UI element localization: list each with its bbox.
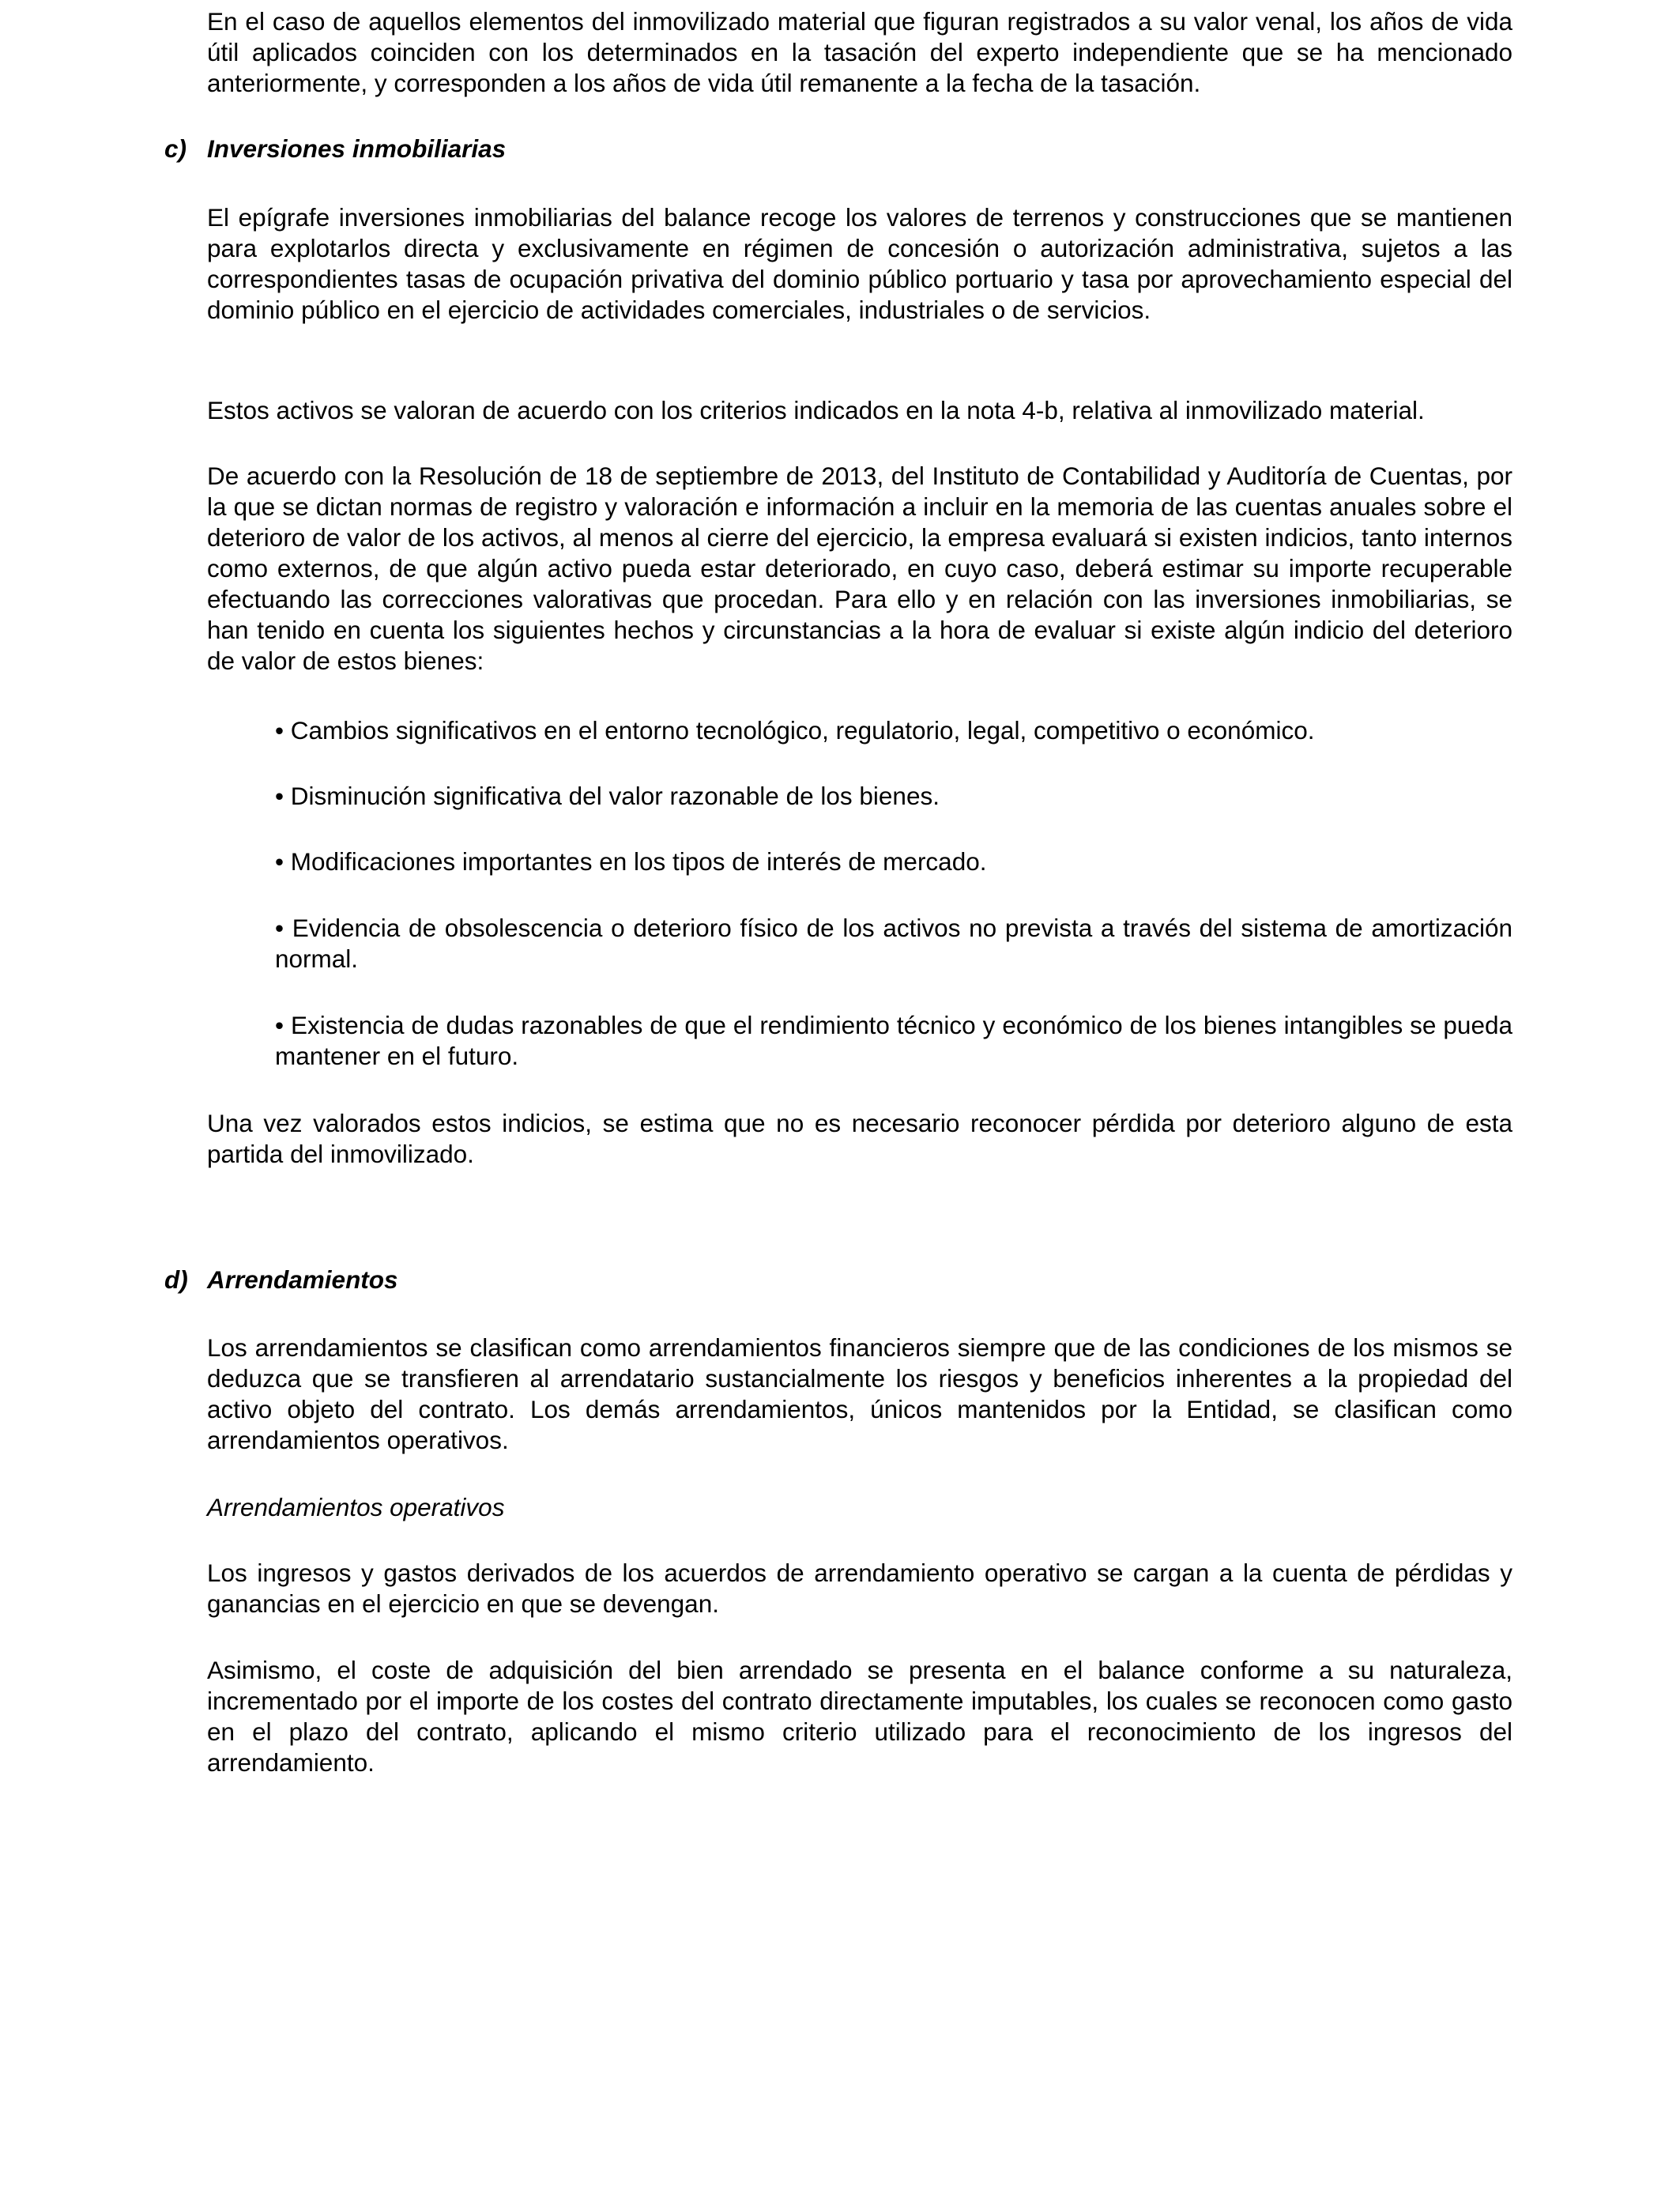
section-d-paragraph-1: Los arrendamientos se clasifican como arrendamientos financieros siempre que de las condiciones de los mismos se deduzca que se transfieren al arrendatario sustancialmente los riesgos y beneficios inherentes a la propiedad del activo objeto del contrato. Los demás arrendamientos, únicos mantenidos por la Entidad, se clasifican como arrendamientos operativos. (207, 1333, 1512, 1454)
section-c-title: Inversiones inmobiliarias (207, 134, 507, 163)
section-d-subheading: Arrendamientos operativos (207, 1493, 505, 1521)
section-d-paragraph-2: Los ingresos y gastos derivados de los acuerdos de arrendamiento operativo se cargan a la cuenta de pérdidas y ganancias en el ejercicio en que se devengan. (207, 1559, 1512, 1618)
bullet-item-5: • Existencia de dudas razonables de que el rendimiento técnico y económico de los bienes intangibles se pueda mantener en el futuro. (275, 1011, 1512, 1070)
section-d-paragraph-3: Asimismo, el coste de adquisición del bien arrendado se presenta en el balance conforme a su naturaleza, incrementado por el importe de los costes del contrato directamente imputables, los cuales se reconocen como gasto en el plazo del contrato, aplicando el mismo criterio utilizado para el reconocimiento de los ingresos del arrendamiento. (207, 1656, 1512, 1777)
section-d-letter: d) (164, 1265, 188, 1294)
section-c-paragraph-1: El epígrafe inversiones inmobiliarias del balance recoge los valores de terrenos y construcciones que se mantienen para explotarlos directa y exclusivamente en régimen de concesión o autorización administrativa, sujetos a las correspondientes tasas de ocupación privativa del dominio público portuario y tasa por aprovechamiento especial del dominio público en el ejercicio de actividades comerciales, industriales o de servicios. (207, 203, 1512, 324)
section-c-paragraph-2: Estos activos se valoran de acuerdo con los criterios indicados en la nota 4-b, relativa al inmovilizado material. (207, 396, 1425, 424)
bullet-item-3: • Modificaciones importantes en los tipos de interés de mercado. (275, 847, 987, 876)
section-c-letter: c) (164, 134, 187, 163)
bullet-item-4: • Evidencia de obsolescencia o deterioro físico de los activos no prevista a través del sistema de amortización normal. (275, 914, 1512, 973)
section-c-paragraph-3: De acuerdo con la Resolución de 18 de septiembre de 2013, del Instituto de Contabilidad y Auditoría de Cuentas, por la que se dictan normas de registro y valoración e información a incluir en la memoria de las cuentas anuales sobre el deterioro de valor de los activos, al menos al cierre del ejercicio, la empresa evaluará si existen indicios, tanto internos como externos, de que algún activo pueda estar deteriorado, en cuyo caso, deberá estimar su importe recuperable efectuando las correcciones valorativas que procedan. Para ello y en relación con las inversiones inmobiliarias, se han tenido en cuenta los siguientes hechos y circunstancias a la hora de evaluar si existe algún indicio del deterioro de valor de estos bienes: (207, 462, 1512, 675)
intro-paragraph: En el caso de aquellos elementos del inmovilizado material que figuran registrados a su valor venal, los años de vida útil aplicados coinciden con los determinados en la tasación del experto independiente que se ha mencionado anteriormente, y corresponden a los años de vida útil remanente a la fecha de la tasación. (207, 7, 1512, 97)
section-d-title: Arrendamientos (207, 1265, 398, 1294)
bullet-item-2: • Disminución significativa del valor razonable de los bienes. (275, 782, 940, 810)
section-c-paragraph-4: Una vez valorados estos indicios, se estima que no es necesario reconocer pérdida por deterioro alguno de esta partida del inmovilizado. (207, 1109, 1512, 1168)
bullet-item-1: • Cambios significativos en el entorno tecnológico, regulatorio, legal, competitivo o económico. (275, 716, 1315, 745)
